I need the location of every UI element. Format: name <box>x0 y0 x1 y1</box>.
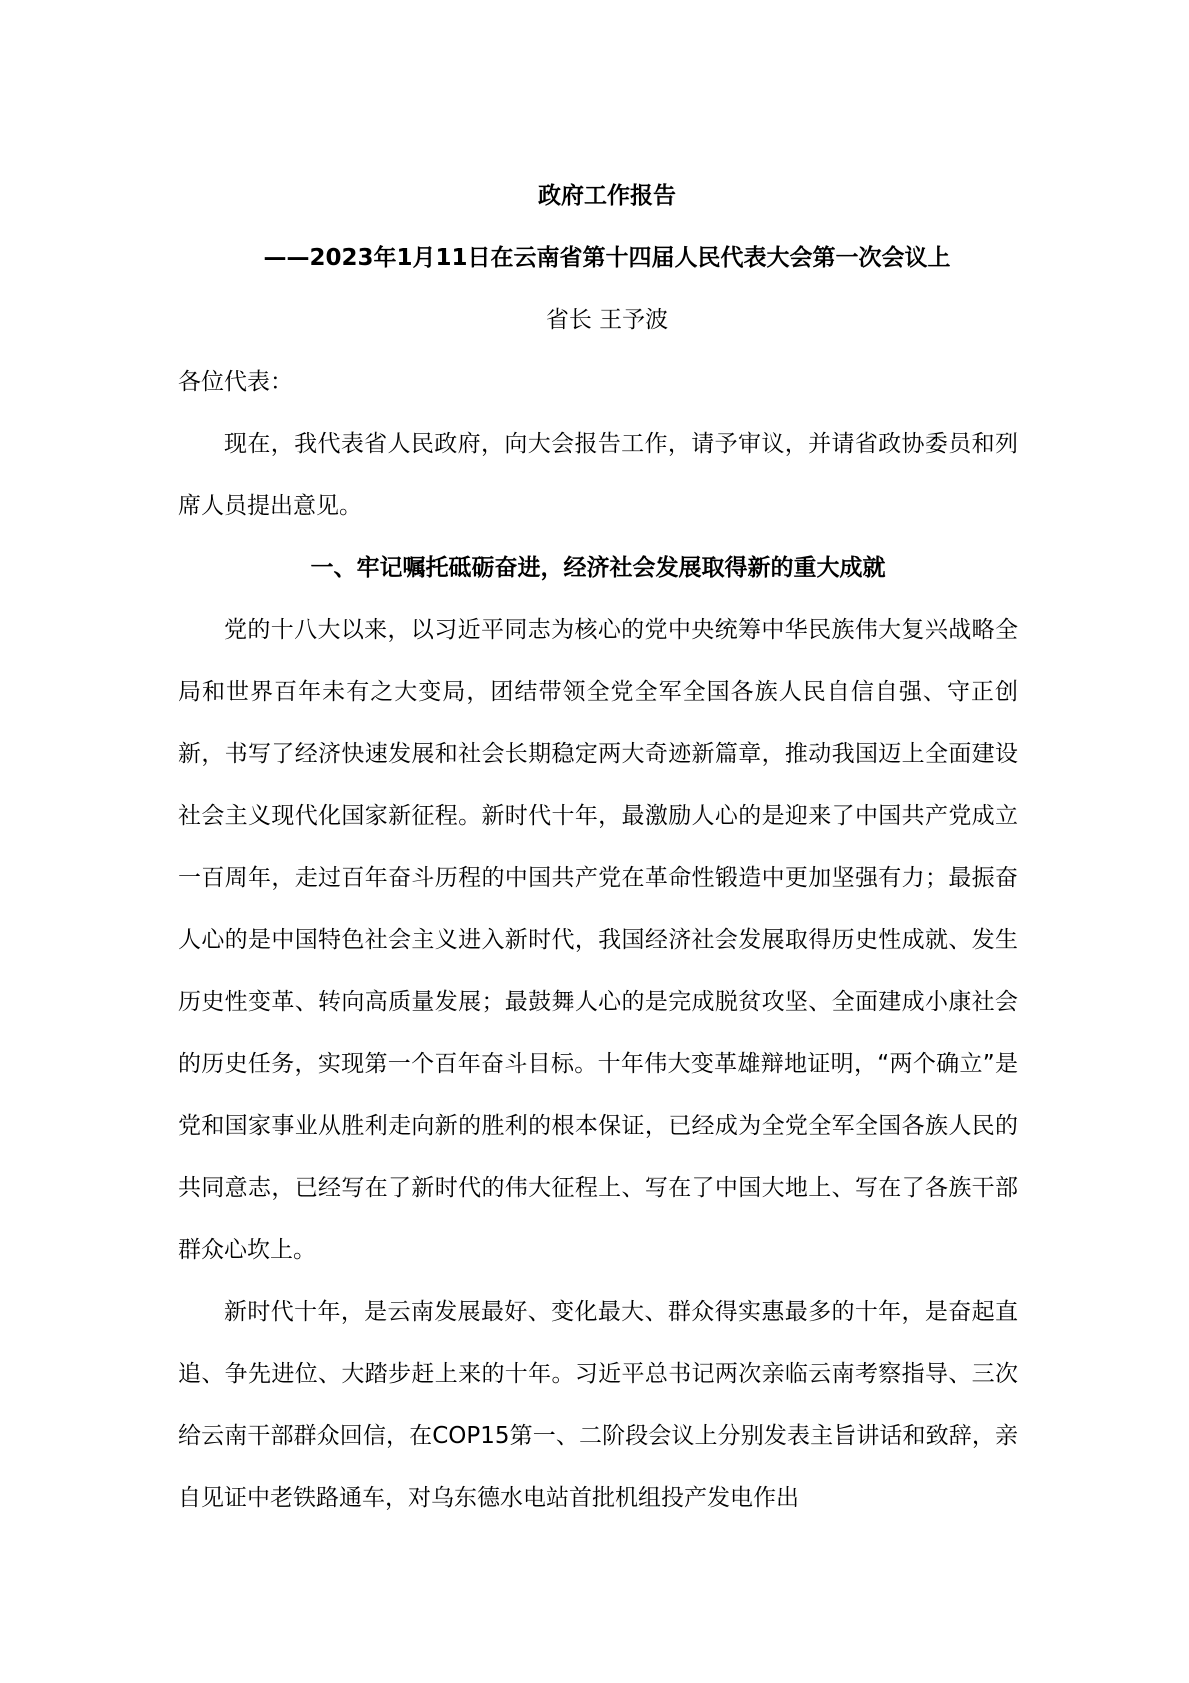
body-paragraph-1: 党的十八大以来，以习近平同志为核心的党中央统筹中华民族伟大复兴战略全局和世界百年未有之大变局，团结带领全党全军全国各族人民自信自强、守正创新，书写了经济快速发展和社会长期稳定两大奇迹新篇章，推动我国迈上全面建设社会主义现代化国家新征程。新时代十年，最激励人心的是迎来了中国共产党成立一百周年，走过百年奋斗历程的中国共产党在革命性锻造中更加坚强有力；最振奋人心的是中国特色社会主义进入新时代，我国经济社会发展取得历史性成就、发生历史性变革、转向高质量发展；最鼓舞人心的是完成脱贫攻坚、全面建成小康社会的历史任务，实现第一个百年奋斗目标。十年伟大变革雄辩地证明，“两个确立”是党和国家事业从胜利走向新的胜利的根本保证，已经成为全党全军全国各族人民的共同意志，已经写在了新时代的伟大征程上、写在了中国大地上、写在了各族干部群众心坎上。 <box>178 617 1018 1263</box>
body-paragraph-2: 新时代十年，是云南发展最好、变化最大、群众得实惠最多的十年，是奋起直追、争先进位、大踏步赶上来的十年。习近平总书记两次亲临云南考察指导、三次给云南干部群众回信，在COP15第一、二阶段会议上分别发表主旨讲话和致辞，亲自见证中老铁路通车，对乌东德水电站首批机组投产发电作出 <box>178 1299 1018 1511</box>
document-title: 政府工作报告 <box>538 183 676 209</box>
section-heading: 一、牢记嘱托砥砺奋进，经济社会发展取得新的重大成就 <box>310 555 886 581</box>
intro-paragraph: 现在，我代表省人民政府，向大会报告工作，请予审议，并请省政协委员和列席人员提出意见。 <box>178 431 1018 519</box>
salutation: 各位代表： <box>178 369 293 395</box>
document-body <box>178 165 1018 1529</box>
document-subtitle: ——2023年1月11日在云南省第十四届人民代表大会第一次会议上 <box>263 245 951 271</box>
document-author: 省长 王予波 <box>545 307 669 333</box>
